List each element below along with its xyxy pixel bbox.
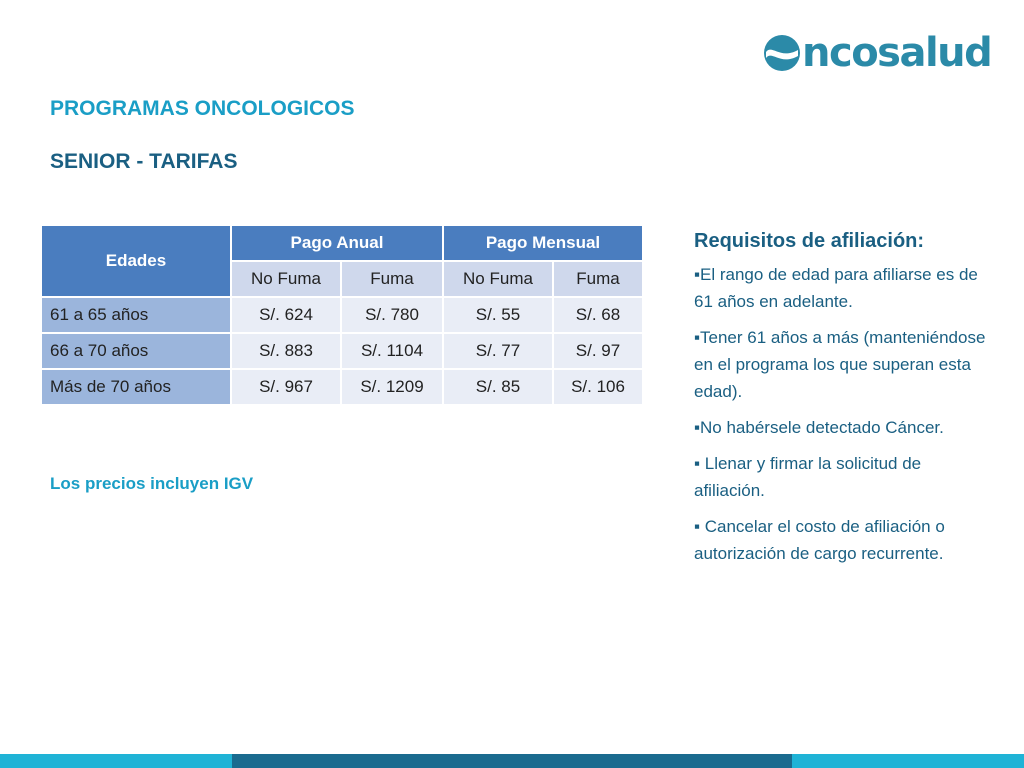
price-cell: S/. 97 (553, 333, 643, 369)
requirement-item: ▪No habérsele detectado Cáncer. (694, 418, 944, 437)
subheader-cell: No Fuma (443, 261, 553, 297)
price-cell: S/. 1104 (341, 333, 443, 369)
requirement-item: ▪ Llenar y firmar la solicitud de afiliación. (694, 454, 922, 500)
subheader-cell: Fuma (341, 261, 443, 297)
table-row (41, 369, 643, 405)
price-cell: S/. 780 (341, 297, 443, 333)
igv-note: Los precios incluyen IGV (50, 474, 254, 493)
price-cell: S/. 624 (231, 297, 341, 333)
annual-payment-header: Pago Anual (231, 225, 443, 261)
oncosalud-logo (762, 30, 991, 76)
requirements-panel (694, 230, 994, 576)
footer-bar-accent (232, 754, 792, 768)
subheader-cell: Fuma (553, 261, 643, 297)
rates-table (40, 224, 644, 406)
price-cell: S/. 68 (553, 297, 643, 333)
requirement-item: ▪Tener 61 años a más (manteniéndose en el programa los que superan esta edad). (694, 328, 986, 401)
requirements-title: Requisitos de afiliación: (694, 230, 925, 252)
age-header: Edades (41, 225, 231, 297)
price-cell: S/. 55 (443, 297, 553, 333)
page-title: PROGRAMAS ONCOLOGICOS (50, 97, 355, 120)
requirement-item: ▪ Cancelar el costo de afiliación o autorización de cargo recurrente. (694, 517, 945, 563)
price-cell: S/. 77 (443, 333, 553, 369)
table-row (41, 297, 643, 333)
table-header-row (41, 225, 643, 261)
logo-text: ncosalud (802, 30, 992, 76)
price-cell: S/. 967 (231, 369, 341, 405)
price-cell: S/. 85 (443, 369, 553, 405)
page-subtitle: SENIOR - TARIFAS (50, 150, 238, 173)
table-row (41, 333, 643, 369)
price-cell: S/. 106 (553, 369, 643, 405)
subheader-cell: No Fuma (231, 261, 341, 297)
price-cell: S/. 1209 (341, 369, 443, 405)
price-cell: S/. 883 (231, 333, 341, 369)
age-cell: 66 a 70 años (41, 333, 231, 369)
logo-mark-icon (762, 32, 802, 74)
age-cell: Más de 70 años (41, 369, 231, 405)
monthly-payment-header: Pago Mensual (443, 225, 643, 261)
age-cell: 61 a 65 años (41, 297, 231, 333)
requirement-item: ▪El rango de edad para afiliarse es de 61 años en adelante. (694, 265, 978, 311)
